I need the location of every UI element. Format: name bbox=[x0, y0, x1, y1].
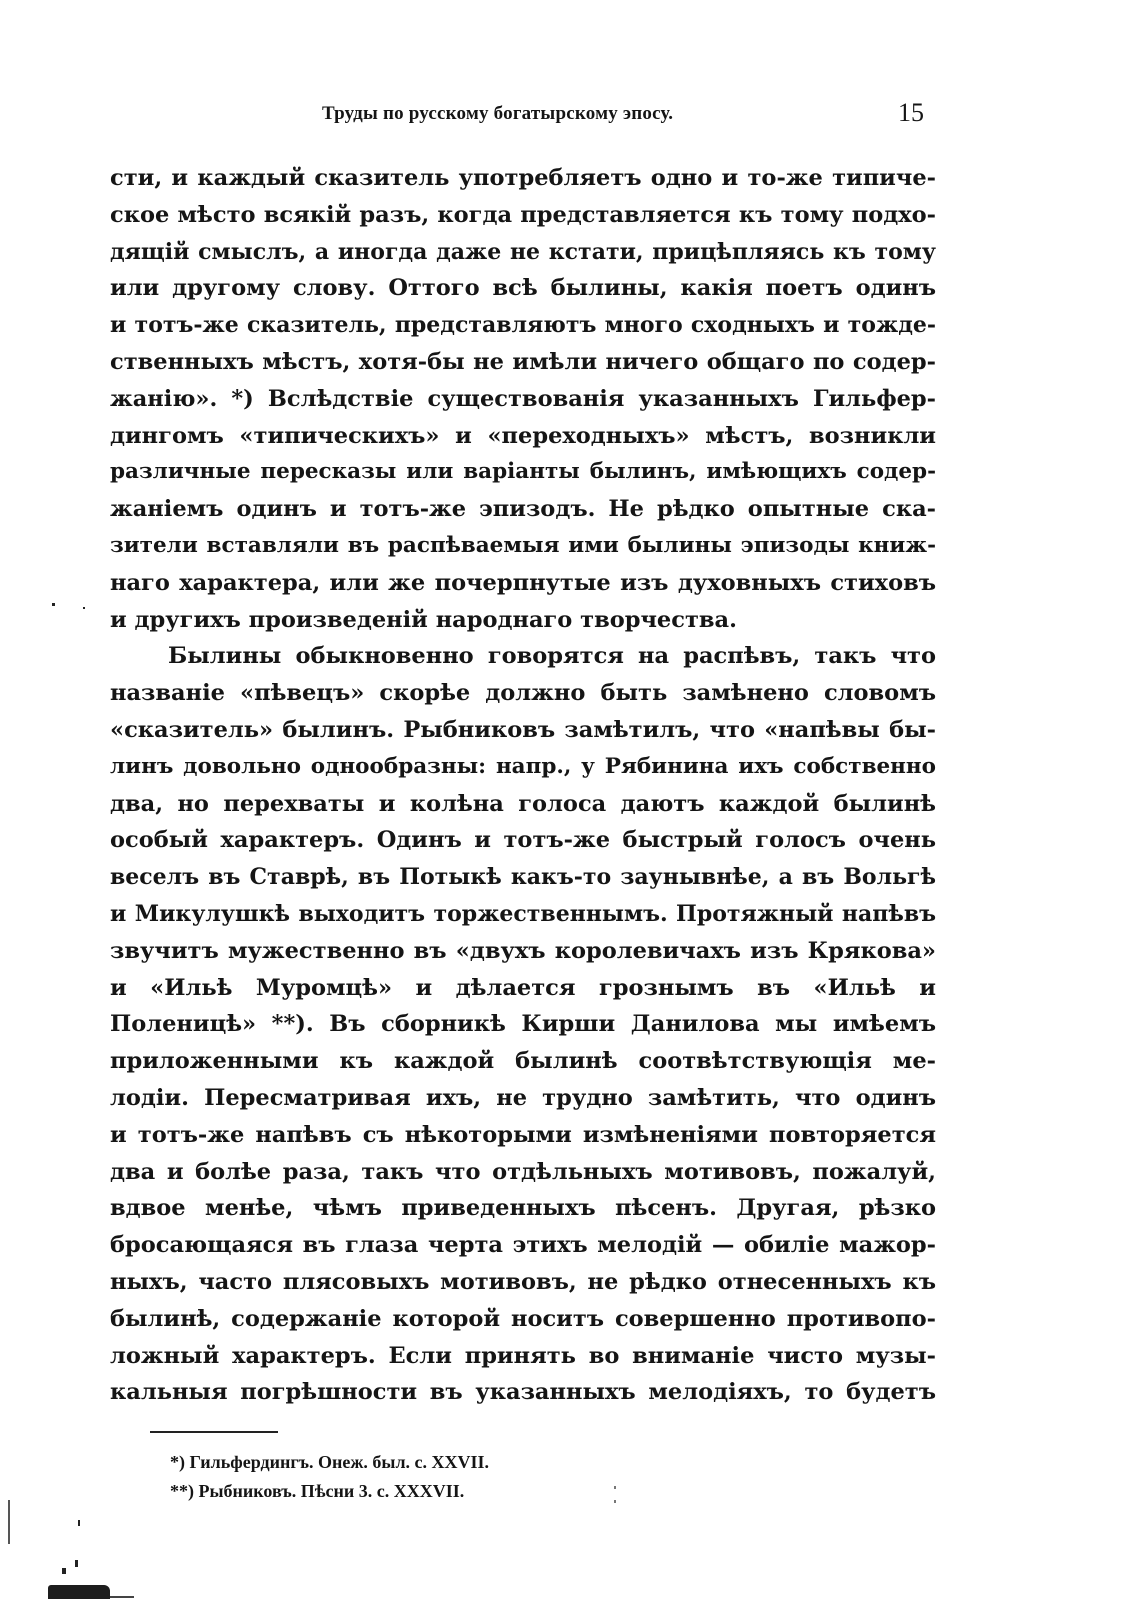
text-line: и «Ильѣ Муромцѣ» и дѣлается грознымъ въ «Ильѣ и bbox=[110, 974, 936, 1001]
footnote-1: *) Гильфердингъ. Онеж. был. с. XXVII. bbox=[170, 1452, 490, 1472]
scan-edge-line bbox=[8, 1500, 10, 1544]
footnote-divider bbox=[150, 1431, 278, 1433]
scan-speck bbox=[614, 1500, 616, 1503]
scan-speck bbox=[83, 607, 85, 609]
text-line: два и болѣе раза, такъ что отдѣльныхъ мотивовъ, пожалуй, bbox=[110, 1158, 936, 1185]
text-line: лодіи. Пересматривая ихъ, не трудно замѣтить, что одинъ bbox=[110, 1084, 936, 1111]
scan-speck bbox=[78, 1520, 80, 1526]
text-line: ственныхъ мѣстъ, хотя-бы не имѣли ничего общаго по содер- bbox=[110, 348, 936, 375]
scan-speck bbox=[62, 1568, 66, 1574]
paragraph-first-line: Былины обыкновенно говорятся на распѣвъ, такъ что bbox=[168, 643, 936, 670]
text-line: ложный характеръ. Если принять во вниманіе чисто музы- bbox=[110, 1342, 936, 1369]
running-head: Труды по русскому богатырскому эпосу. bbox=[322, 103, 674, 124]
text-line: особый характеръ. Одинъ и тотъ-же быстрый голосъ очень bbox=[110, 827, 936, 854]
text-line: различные пересказы или варіанты былинъ, имѣющихъ содер- bbox=[110, 459, 936, 485]
text-line: кальныя погрѣшности въ указанныхъ мелодіяхъ, то будетъ bbox=[110, 1379, 936, 1406]
text-line: Поленицѣ» **). Въ сборникѣ Кирши Данилова мы имѣемъ bbox=[110, 1011, 936, 1038]
scan-speck bbox=[614, 1486, 616, 1489]
text-line: бросающаяся въ глаза черта этихъ мелодій — обиліе мажор- bbox=[110, 1232, 936, 1259]
text-line: и тотъ-же сказитель, представляютъ много сходныхъ и тожде- bbox=[110, 312, 936, 339]
text-line: и Микулушкѣ выходитъ торжественнымъ. Протяжный напѣвъ bbox=[110, 900, 936, 927]
text-line: наго характера, или же почерпнутые изъ духовныхъ стиховъ bbox=[110, 569, 936, 596]
text-line: дящій смыслъ, а иногда даже не кстати, прицѣпляясь къ тому bbox=[110, 238, 936, 265]
scan-edge-line bbox=[110, 1596, 134, 1598]
text-line: звучитъ мужественно въ «двухъ королевичахъ изъ Крякова» bbox=[110, 937, 936, 964]
footnotes bbox=[170, 1448, 489, 1506]
text-line: зители вставляли въ распѣваемыя ими былины эпизоды книж- bbox=[110, 532, 936, 558]
text-line: вдвое менѣе, чѣмъ приведенныхъ пѣсенъ. Другая, рѣзко bbox=[110, 1195, 936, 1222]
footnote-2: **) Рыбниковъ. Пѣсни 3. с. XXXVII. bbox=[170, 1481, 465, 1501]
paragraph-end-line: и другихъ произведеній народнаго творчества. bbox=[110, 606, 737, 633]
text-line: ныхъ, часто плясовыхъ мотивовъ, не рѣдко отнесенныхъ къ bbox=[110, 1268, 936, 1295]
text-line: жанію». *) Вслѣдствіе существованія указанныхъ Гильфер- bbox=[110, 385, 936, 412]
scan-smudge bbox=[48, 1585, 110, 1599]
text-line: былинѣ, содержаніе которой носитъ совершенно противопо- bbox=[110, 1305, 936, 1332]
text-line: названіе «пѣвецъ» скорѣе должно быть замѣнено словомъ bbox=[110, 680, 936, 707]
text-line: ское мѣсто всякій разъ, когда представляется къ тому подхо- bbox=[110, 201, 936, 228]
text-line: сти, и каждый сказитель употребляетъ одно и то-же типиче- bbox=[110, 165, 936, 191]
text-line: линъ довольно однообразны: напр., у Рябинина ихъ собственно bbox=[110, 753, 936, 779]
scan-speck bbox=[75, 1560, 78, 1567]
text-line: жаніемъ одинъ и тотъ-же эпизодъ. Не рѣдко опытные ска- bbox=[110, 496, 936, 523]
body-text bbox=[110, 160, 936, 1411]
text-line: приложенными къ каждой былинѣ соотвѣтствующія ме- bbox=[110, 1048, 936, 1075]
text-line: «сказитель» былинъ. Рыбниковъ замѣтилъ, что «напѣвы бы- bbox=[110, 716, 936, 743]
page-number: 15 bbox=[898, 98, 924, 127]
text-line: два, но перехваты и колѣна голоса даютъ каждой былинѣ bbox=[110, 790, 936, 817]
scan-speck bbox=[52, 603, 55, 606]
text-line: или другому слову. Оттого всѣ былины, какія поетъ одинъ bbox=[110, 275, 936, 302]
text-line: и тотъ-же напѣвъ съ нѣкоторыми измѣненіями повторяется bbox=[110, 1121, 936, 1148]
text-line: дингомъ «типическихъ» и «переходныхъ» мѣстъ, возникли bbox=[110, 422, 936, 449]
text-line: веселъ въ Ставрѣ, въ Потыкѣ какъ-то заунывнѣе, а въ Вольгѣ bbox=[110, 864, 936, 891]
